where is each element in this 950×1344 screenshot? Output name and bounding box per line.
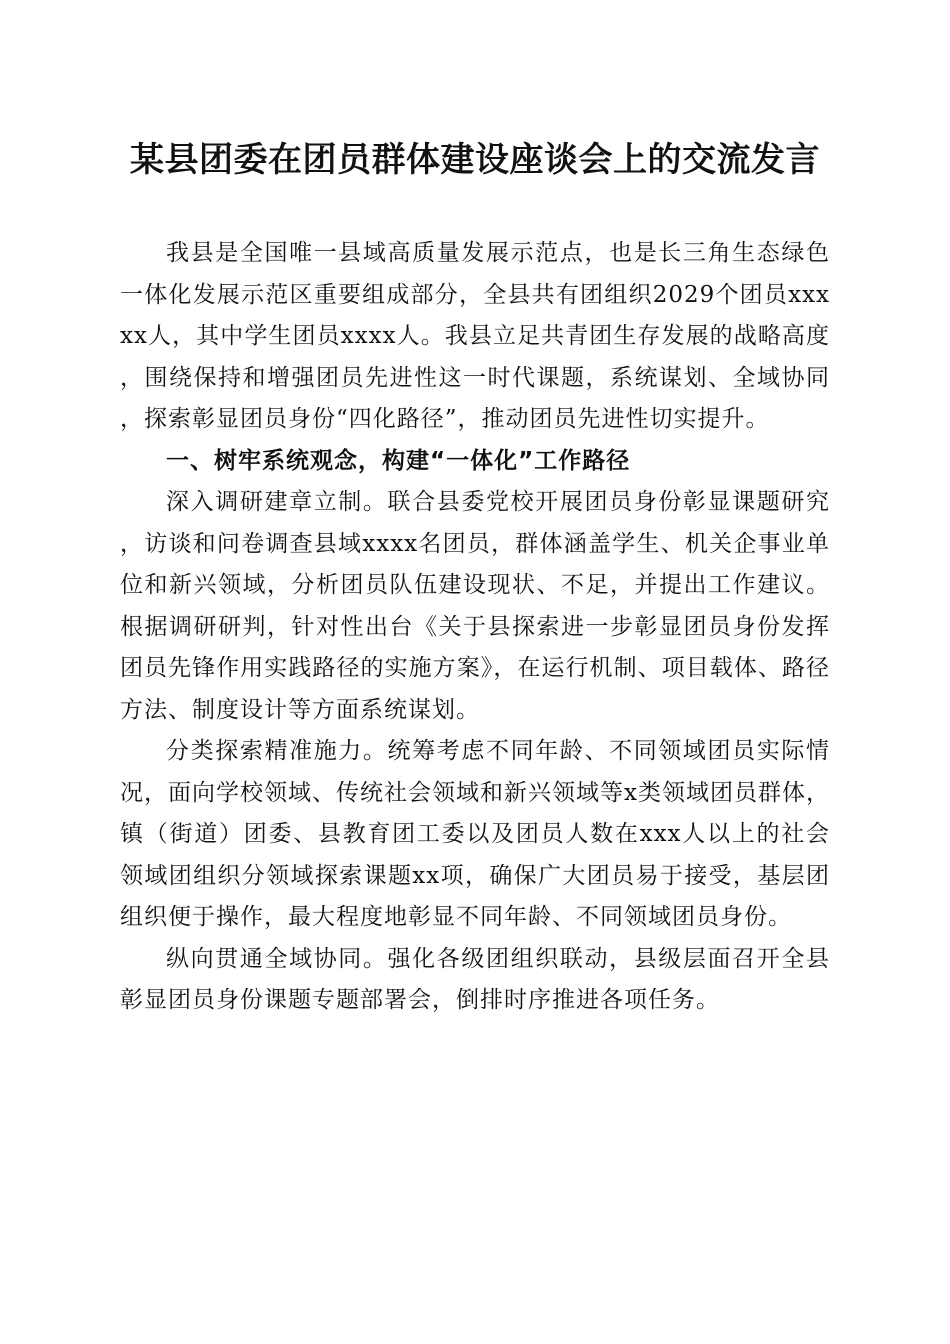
section-heading-1: 一、树牢系统观念，构建“一体化”工作路径 (166, 447, 631, 474)
research-paragraph: 深入调研建章立制。联合县委党校开展团员身份彰显课题研究，访谈和问卷调查县域xxxx名团员，群体涵盖学生、机关企事业单位和新兴领域，分析团员队伍建设现状、不足，并提出工作建议。根据调研研判，针对性出台《关于县探索进一步彰显团员身份发挥团员先锋作用实践路径的实施方案》，在运行机制、项目载体、路径方法、制度设计等方面系统谋划。 (120, 489, 830, 723)
classify-paragraph: 分类探索精准施力。统筹考虑不同年龄、不同领域团员实际情况，面向学校领域、传统社会领域和新兴领域等x类领域团员群体，镇（街道）团委、县教育团工委以及团员人数在xxx人以上的社会领域团组织分领域探索课题xx项，确保广大团员易于接受，基层团组织便于操作，最大程度地彰显不同年龄、不同领域团员身份。 (120, 738, 830, 930)
intro-paragraph: 我县是全国唯一县域高质量发展示范点，也是长三角生态绿色一体化发展示范区重要组成部分，全县共有团组织2029个团员xxxxx人，其中学生团员xxxx人。我县立足共青团生存发展的战略高度，围绕保持和增强团员先进性这一时代课题，系统谋划、全域协同，探索彰显团员身份“四化路径”，推动团员先进性切实提升。 (120, 240, 830, 432)
vertical-paragraph: 纵向贯通全域协同。强化各级团组织联动，县级层面召开全县彰显团员身份课题专题部署会，倒排时序推进各项任务。 (120, 945, 830, 1013)
document-body (120, 233, 830, 1022)
document-title: 某县团委在团员群体建设座谈会上的交流发言 (130, 140, 820, 180)
